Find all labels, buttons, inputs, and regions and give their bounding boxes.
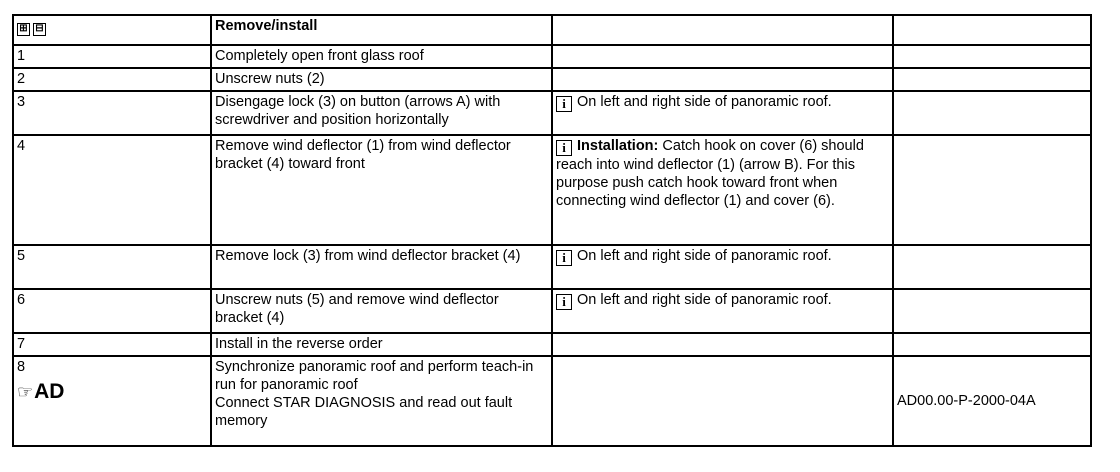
step-number: 4 [13, 135, 211, 245]
step-ref [893, 333, 1091, 356]
expand-icon[interactable]: ⊞ [17, 23, 30, 36]
installation-label: Installation: [577, 138, 659, 154]
step-action: Remove lock (3) from wind deflector bracket (4) [211, 245, 552, 289]
step-note [552, 91, 893, 135]
step-action: Remove wind deflector (1) from wind deflector bracket (4) toward front [211, 135, 552, 245]
info-icon[interactable]: i [556, 140, 572, 156]
step-action: Unscrew nuts (5) and remove wind deflector bracket (4) [211, 289, 552, 333]
step-number: 6 [13, 289, 211, 333]
table-row [13, 68, 1091, 91]
table-row [13, 245, 1091, 289]
action-line: Synchronize panoramic roof and perform teach-in run for panoramic roof [215, 359, 534, 393]
action-line: Connect STAR DIAGNOSIS and read out fault memory [215, 395, 513, 429]
step-action: Completely open front glass roof [211, 45, 552, 68]
document-reference[interactable]: AD00.00-P-2000-04A [893, 356, 1091, 446]
step-action: Unscrew nuts (2) [211, 68, 552, 91]
ad-badge: AD [34, 380, 65, 403]
header-icons-cell [13, 15, 211, 45]
step-number-cell [13, 356, 211, 446]
table-row [13, 135, 1091, 245]
step-note [552, 45, 893, 68]
step-ref [893, 135, 1091, 245]
note-text: Catch hook on cover (6) should reach into wind deflector (1) (arrow B). For this purpose push catch hook toward front when connecting wind deflector (1) and cover (6). [556, 138, 864, 209]
step-action: Disengage lock (3) on button (arrows A) with screwdriver and position horizontally [211, 91, 552, 135]
info-icon[interactable]: i [556, 294, 572, 310]
step-number: 8 [17, 359, 26, 375]
step-action: Install in the reverse order [211, 333, 552, 356]
step-note [552, 356, 893, 446]
step-ref [893, 68, 1091, 91]
collapse-icon[interactable]: ⊟ [33, 23, 46, 36]
info-icon[interactable]: i [556, 250, 572, 266]
step-number: 7 [13, 333, 211, 356]
header-col3 [552, 15, 893, 45]
step-number: 5 [13, 245, 211, 289]
step-action [211, 356, 552, 446]
header-col4 [893, 15, 1091, 45]
step-number: 2 [13, 68, 211, 91]
step-ref [893, 289, 1091, 333]
step-note [552, 333, 893, 356]
step-note [552, 289, 893, 333]
info-icon[interactable]: i [556, 96, 572, 112]
table-row [13, 91, 1091, 135]
header-title: Remove/install [211, 15, 552, 45]
step-ref [893, 45, 1091, 68]
ad-diagnosis-link[interactable] [17, 381, 64, 403]
header-row [13, 15, 1091, 45]
table-row [13, 333, 1091, 356]
procedure-table [12, 14, 1092, 447]
step-number: 1 [13, 45, 211, 68]
step-note [552, 68, 893, 91]
step-note [552, 135, 893, 245]
step-number: 3 [13, 91, 211, 135]
step-ref [893, 245, 1091, 289]
note-text: On left and right side of panoramic roof. [577, 292, 832, 308]
note-text: On left and right side of panoramic roof. [577, 94, 832, 110]
note-text: On left and right side of panoramic roof. [577, 248, 832, 264]
step-note [552, 245, 893, 289]
table-row [13, 289, 1091, 333]
step-ref [893, 91, 1091, 135]
pointing-hand-icon: ☞ [17, 382, 34, 402]
table-row [13, 45, 1091, 68]
table-row [13, 356, 1091, 446]
